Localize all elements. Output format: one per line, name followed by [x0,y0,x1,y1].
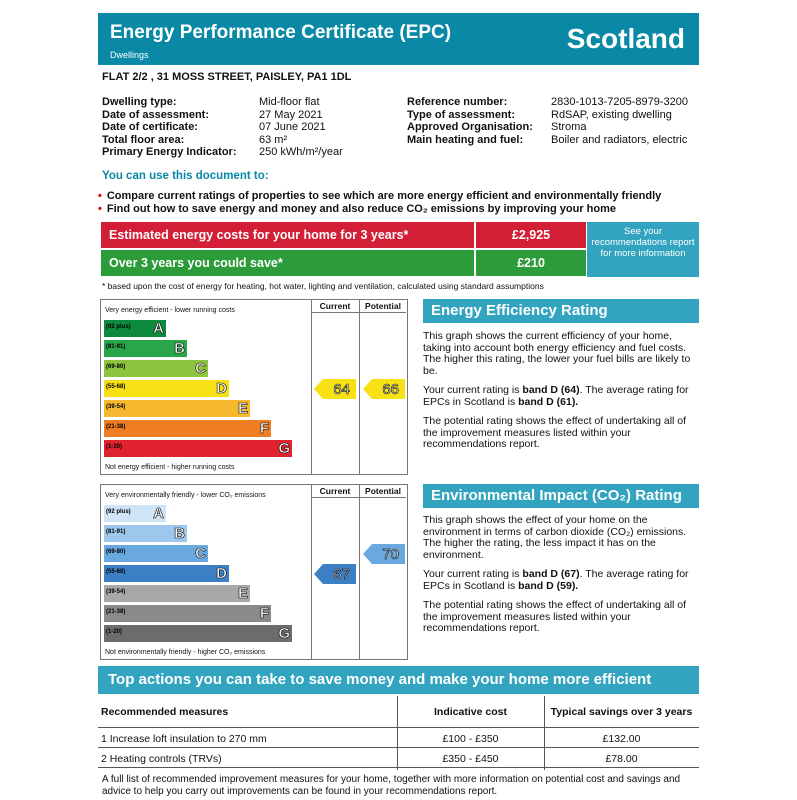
detail-label: Total floor area: [102,133,185,146]
rating-band-d [104,565,229,582]
rating-band-b [104,525,187,542]
divider [359,485,360,659]
saving-bar [101,250,586,276]
detail-value: 27 May 2021 [259,108,323,121]
band-range: (92 plus) [106,509,131,515]
potential-header: Potential [365,301,401,311]
detail-value: RdSAP, existing dwelling [551,108,672,121]
detail-value: Stroma [551,121,587,134]
detail-label: Dwelling type: [102,96,177,108]
use-doc-heading: You can use this document to: [102,170,269,182]
band-range: (21-38) [106,424,126,430]
rating-band-f [104,605,271,622]
rating-band-e [104,400,250,417]
rating-band-c [104,360,208,377]
band-letter: C [195,545,206,562]
estimated-cost-value: £2,925 [476,222,586,248]
column-header: Indicative cost [434,706,507,718]
band-letter: B [174,525,185,542]
environmental-impact-text [423,515,697,635]
page-title: Energy Performance Certificate (EPC) [110,22,452,43]
band-range: (39-54) [106,589,126,595]
bullet-icon: • [98,190,102,202]
bullet-icon: • [98,203,102,215]
detail-label: Reference number: [407,96,508,108]
details-left [102,96,237,159]
rating-band-g [104,440,292,457]
list-item [98,190,661,203]
paragraph: Your current rating is band D (67). The average rating for EPCs in Scotland is band D (59). [423,568,689,592]
detail-label: Primary Energy Indicator: [102,146,237,159]
details-left-values [259,96,343,159]
measure-cell: 1 Increase loft insulation to 270 mm [101,733,267,745]
band-range: (21-38) [106,609,126,615]
band-letter: E [237,400,248,417]
detail-row [102,121,237,134]
rating-band-e [104,585,250,602]
energy-efficiency-chart [100,299,408,475]
chart-bottom-caption: Not energy efficient - higher running costs [105,464,235,471]
saving-cell: £132.00 [602,733,641,745]
detail-value: 250 kWh/m²/year [259,146,343,159]
rating-band-d [104,380,229,397]
divider [311,312,406,313]
details-right-values [551,96,688,146]
band-range: (39-54) [106,404,126,410]
estimated-cost-bar [101,222,586,248]
band-range: (81-91) [106,344,126,350]
rating-band-a [104,505,166,522]
current-rating-arrow [314,564,356,584]
band-letter: A [153,320,164,337]
use-doc-bullets [98,190,661,216]
detail-row [102,96,237,109]
top-actions-heading: Top actions you can take to save money and make your home more efficient [98,666,699,694]
detail-value: Boiler and radiators, electric [551,133,688,146]
paragraph: Your current rating is band D (64). The average rating for EPCs in Scotland is band D (61). [423,384,689,408]
detail-value: 2830-1013-7205-8979-3200 [551,96,689,108]
divider [98,747,699,748]
band-range: (69-80) [106,549,126,555]
band-letter: C [195,360,206,377]
band-range: (1-20) [106,629,123,635]
cost-footnote: * based upon the cost of energy for heating, hot water, lighting and ventilation, calculated using standard assumptions [102,281,544,291]
band-range: (69-80) [106,364,126,370]
chart-top-caption: Very energy efficient - lower running costs [105,307,235,314]
measure-cell: 2 Heating controls (TRVs) [101,753,222,765]
cost-cell: £100 - £350 [442,733,499,745]
paragraph: The potential rating shows the effect of undertaking all of the improvement measures listed within your recommendations report. [423,415,687,450]
rating-value: 66 [382,381,399,398]
rating-value: 64 [333,381,350,398]
detail-value: 63 m² [259,133,288,146]
list-item [98,203,661,216]
current-rating-arrow [314,379,356,399]
detail-value: Mid-floor flat [259,96,320,108]
divider [98,727,699,728]
divider [311,485,312,659]
band-range: (55-68) [106,384,126,390]
detail-row [102,134,237,147]
detail-value: 07 June 2021 [259,121,326,134]
closing-text: A full list of recommended improvement measures for your home, together with more information on potential cost and savings and advice to help you carry out improvements can be found in your recommendations report. [102,774,681,797]
band-letter: A [153,505,164,522]
estimated-cost-label: Estimated energy costs for your home for 3 years* [101,222,474,248]
divider [359,300,360,474]
rating-band-a [104,320,166,337]
band-letter: D [216,565,227,582]
divider [311,300,312,474]
rating-value: 67 [333,566,350,583]
details-right [407,96,533,146]
bullet-text: Find out how to save energy and money and also reduce CO₂ emissions by improving your home [106,203,617,215]
see-recommendations-box: See your recommendations report for more information [587,222,699,277]
detail-label: Type of assessment: [407,108,516,121]
paragraph: This graph shows the current efficiency of your home, taking into account both energy efficiency and fuel costs. The higher this rating, the lower your fuel bills are likely to be. [423,330,691,377]
detail-label: Main heating and fuel: [407,133,524,146]
divider [311,497,406,498]
rating-band-c [104,545,208,562]
potential-rating-arrow [363,544,405,564]
bullet-text: Compare current ratings of properties to see which are more energy efficient and environmentally friendly [106,190,662,202]
chart-top-caption: Very environmentally friendly - lower CO₂ emissions [105,492,266,499]
recommendations-table [98,696,699,770]
property-address: FLAT 2/2 , 31 MOSS STREET, PAISLEY, PA1 1DL [102,71,352,83]
current-header: Current [319,301,351,311]
region-label: Scotland [566,23,685,54]
band-range: (92 plus) [106,324,131,330]
column-header: Typical savings over 3 years [550,706,693,718]
chart-bottom-caption: Not environmentally friendly - higher CO₂ emissions [105,649,266,656]
rating-band-g [104,625,292,642]
band-letter: G [278,440,290,457]
band-letter: B [174,340,185,357]
band-letter: F [259,605,269,622]
rating-band-f [104,420,271,437]
column-header: Recommended measures [101,706,229,718]
epc-header [98,13,699,65]
potential-header: Potential [365,486,401,496]
paragraph: This graph shows the effect of your home on the environment in terms of carbon dioxide (CO₂) emissions. The higher the rating, the less impact it has on the environment. [423,514,687,561]
band-letter: G [278,625,290,642]
saving-label: Over 3 years you could save* [101,250,474,276]
detail-row [102,146,237,159]
environmental-impact-chart [100,484,408,660]
environmental-impact-heading: Environmental Impact (CO₂) Rating [423,484,699,508]
paragraph: The potential rating shows the effect of undertaking all of the improvement measures listed within your recommendations report. [423,599,687,634]
potential-rating-arrow [363,379,405,399]
divider [98,767,699,768]
rating-band-b [104,340,187,357]
detail-label: Date of assessment: [102,108,209,121]
energy-efficiency-text [423,331,697,451]
detail-label: Date of certificate: [102,121,198,134]
band-letter: F [259,420,269,437]
band-letter: D [216,380,227,397]
saving-value: £210 [476,250,586,276]
saving-cell: £78.00 [605,753,638,765]
page-subtitle: Dwellings [110,50,149,60]
band-range: (55-68) [106,569,126,575]
cost-cell: £350 - £450 [442,753,499,765]
band-letter: E [237,585,248,602]
band-range: (1-20) [106,444,123,450]
energy-efficiency-heading: Energy Efficiency Rating [423,299,699,323]
detail-row [102,109,237,122]
rating-value: 70 [382,546,399,563]
current-header: Current [319,486,351,496]
detail-label: Approved Organisation: [407,121,533,134]
band-range: (81-91) [106,529,126,535]
